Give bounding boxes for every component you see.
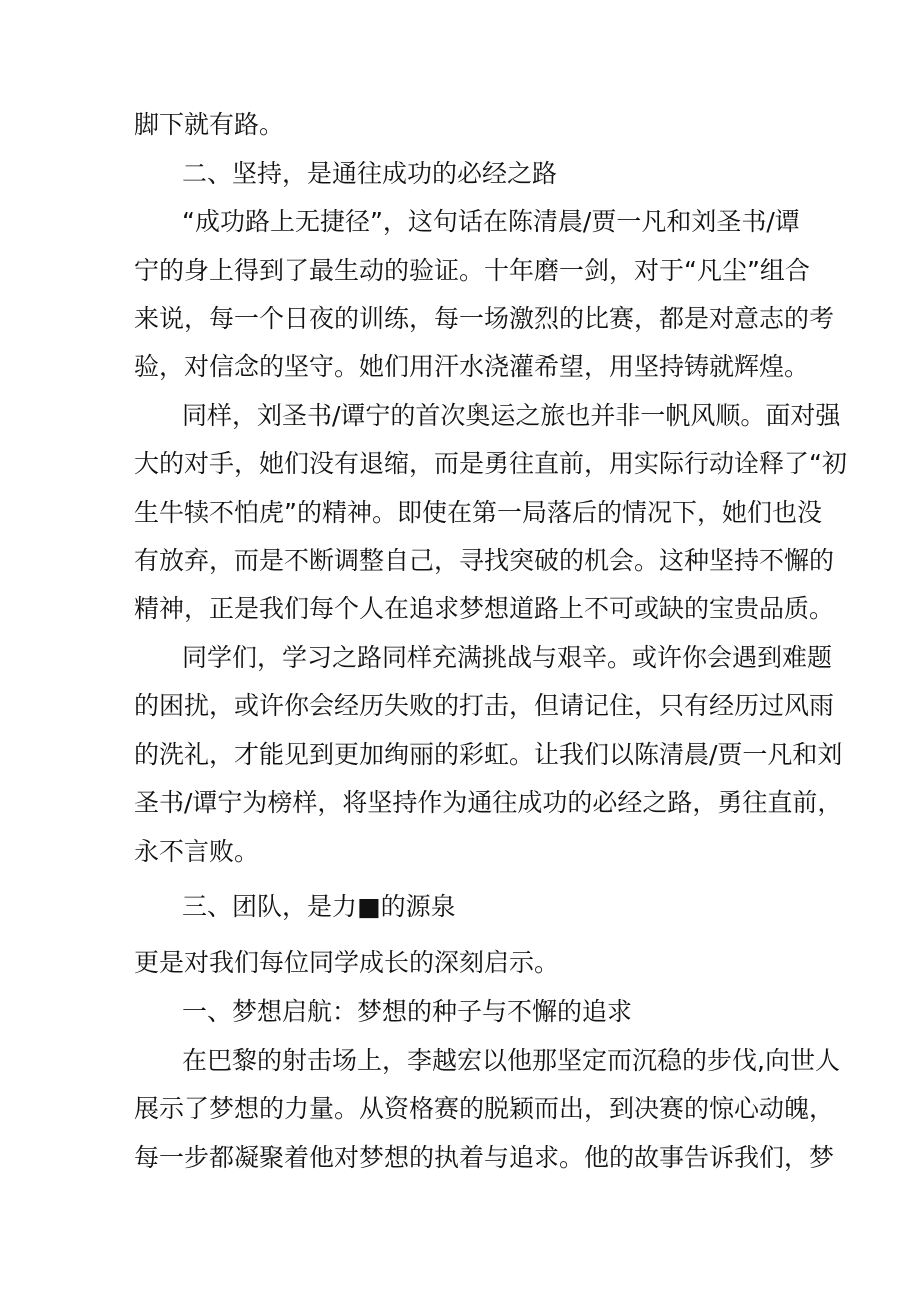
text-line: 验，对信念的坚守。她们用汗水浇灌希望，用坚持铸就辉煌。 <box>134 352 810 381</box>
text-line: “成功路上无捷径”，这句话在陈清晨/贾一凡和刘圣书/谭 <box>182 207 800 236</box>
text-line: 的困扰，或许你会经历失败的打击，但请记住，只有经历过风雨 <box>134 691 835 720</box>
text-line: 生牛犊不怕虎”的精神。即使在第一局落后的情况下，她们也没 <box>134 498 822 527</box>
text-line: 脚下就有路。 <box>134 110 285 139</box>
text-line: 宁的身上得到了最生动的验证。十年磨一剑，对于“凡尘”组合 <box>134 256 810 285</box>
text-line: 在巴黎的射击场上，李越宏以他那坚定而沉稳的步伐,向世人 <box>182 1046 840 1075</box>
section-heading: 二、坚持，是通往成功的必经之路 <box>182 159 558 188</box>
text-line: 圣书/谭宁为榜样，将坚持作为通往成功的必经之路，勇往直前， <box>134 788 843 817</box>
text-line: 的洗礼，才能见到更加绚丽的彩虹。让我们以陈清晨/贾一凡和刘 <box>134 740 843 769</box>
text-line: 永不言败。 <box>134 837 260 866</box>
text-line: 每一步都凝聚着他对梦想的执着与追求。他的故事告诉我们，梦 <box>134 1143 835 1172</box>
section-heading: 三、团队，是力■的源泉 <box>182 892 456 921</box>
text-line: 同样，刘圣书/谭宁的首次奥运之旅也并非一帆风顺。面对强 <box>182 401 841 430</box>
text-line: 展示了梦想的力量。从资格赛的脱颖而出，到决赛的惊心动魄， <box>134 1094 835 1123</box>
text-line: 同学们，学习之路同样充满挑战与艰辛。或许你会遇到难题 <box>182 643 833 672</box>
text-line: 有放弃，而是不断调整自己，寻找突破的机会。这种坚持不懈的 <box>134 546 835 575</box>
text-line: 更是对我们每位同学成长的深刻启示。 <box>134 948 560 977</box>
text-line: 来说，每一个日夜的训练，每一场激烈的比赛，都是对意志的考 <box>134 304 835 333</box>
section-heading: 一、梦想启航：梦想的种子与不懈的追求 <box>182 997 633 1026</box>
text-line: 大的对手，她们没有退缩，而是勇往直前，用实际行动诠释了“初 <box>134 449 847 478</box>
text-line: 精神，正是我们每个人在追求梦想道路上不可或缺的宝贵品质。 <box>134 594 835 623</box>
